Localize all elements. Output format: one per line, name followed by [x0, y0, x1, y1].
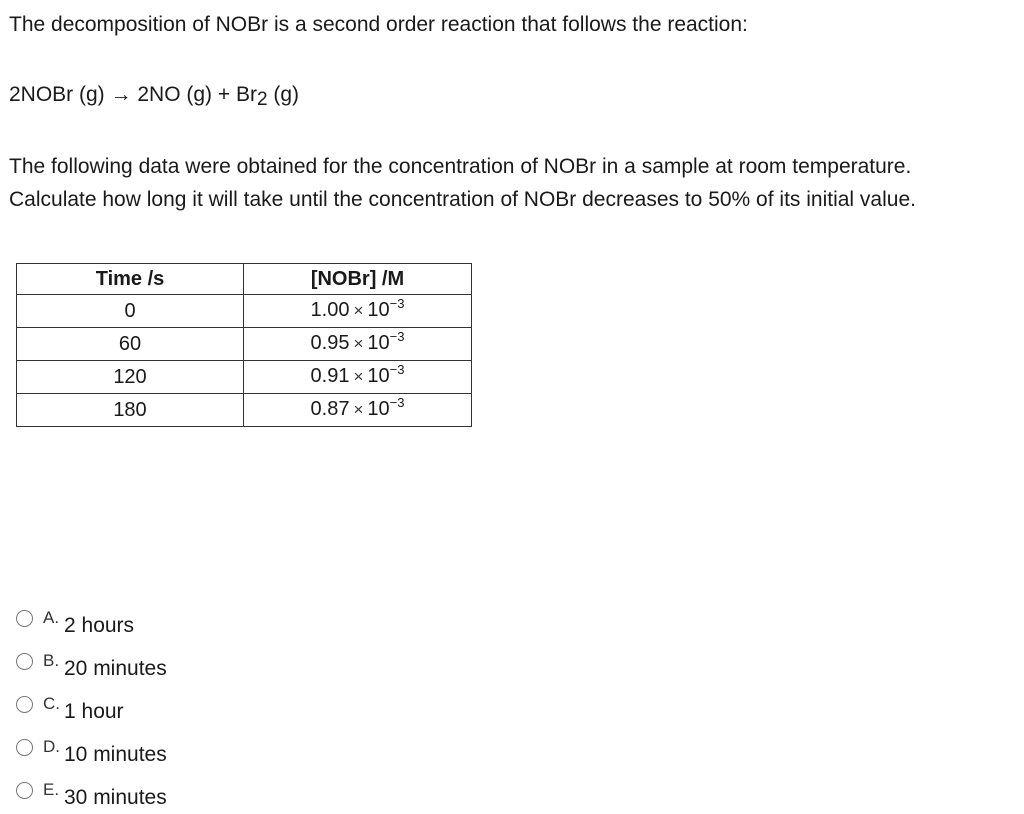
radio-button-e[interactable] [16, 782, 33, 799]
cell-concentration [244, 295, 472, 328]
mantissa: 1.00 [310, 299, 350, 321]
base: 10 [367, 299, 390, 321]
mantissa: 0.87 [310, 398, 350, 420]
base: 10 [367, 398, 390, 420]
radio-button-b[interactable] [16, 653, 33, 670]
table-header-row [17, 264, 472, 295]
exponent: −3 [389, 395, 405, 410]
option-letter: C. [43, 694, 60, 713]
option-label[interactable]: 2 hours [64, 614, 135, 637]
base: 10 [367, 332, 390, 354]
option-letter: A. [43, 608, 60, 627]
question-text-line-2: The following data were obtained for the concentration of NOBr in a sample at room temperature. [9, 155, 912, 178]
exponent: −3 [389, 362, 405, 377]
cell-time: 60 [17, 328, 244, 361]
equation-subscript: 2 [256, 89, 268, 110]
concentration-table [16, 263, 472, 427]
times-sign: × [353, 400, 364, 419]
times-sign: × [353, 334, 364, 353]
radio-button-a[interactable] [16, 610, 33, 627]
cell-time: 120 [17, 361, 244, 394]
option-label[interactable]: 30 minutes [64, 786, 167, 809]
times-sign: × [353, 301, 364, 320]
table-row [17, 361, 472, 394]
cell-time: 180 [17, 394, 244, 427]
cell-concentration [244, 328, 472, 361]
mantissa: 0.95 [310, 332, 350, 354]
radio-button-c[interactable] [16, 696, 33, 713]
cell-concentration [244, 361, 472, 394]
cell-concentration [244, 394, 472, 427]
reaction-equation [9, 82, 299, 109]
option-label[interactable]: 1 hour [64, 700, 124, 723]
option-letter: E. [43, 780, 60, 799]
equation-main: 2NOBr (g) → 2NO (g) + Br [9, 83, 257, 106]
option-label[interactable]: 20 minutes [64, 657, 167, 680]
header-time: Time /s [17, 264, 244, 295]
exponent: −3 [389, 296, 405, 311]
table-row [17, 328, 472, 361]
cell-time: 0 [17, 295, 244, 328]
question-text-line-1: The decomposition of NOBr is a second order reaction that follows the reaction: [9, 13, 748, 36]
base: 10 [367, 365, 390, 387]
exponent: −3 [389, 329, 405, 344]
equation-end: (g) [267, 83, 300, 106]
table-row [17, 394, 472, 427]
times-sign: × [353, 367, 364, 386]
option-label[interactable]: 10 minutes [64, 743, 167, 766]
option-letter: D. [43, 737, 60, 756]
radio-button-d[interactable] [16, 739, 33, 756]
question-text-line-3: Calculate how long it will take until the concentration of NOBr decreases to 50% of its initial value. [9, 188, 916, 211]
option-letter: B. [43, 651, 60, 670]
mantissa: 0.91 [310, 365, 350, 387]
table-row [17, 295, 472, 328]
header-concentration: [NOBr] /M [244, 264, 472, 295]
